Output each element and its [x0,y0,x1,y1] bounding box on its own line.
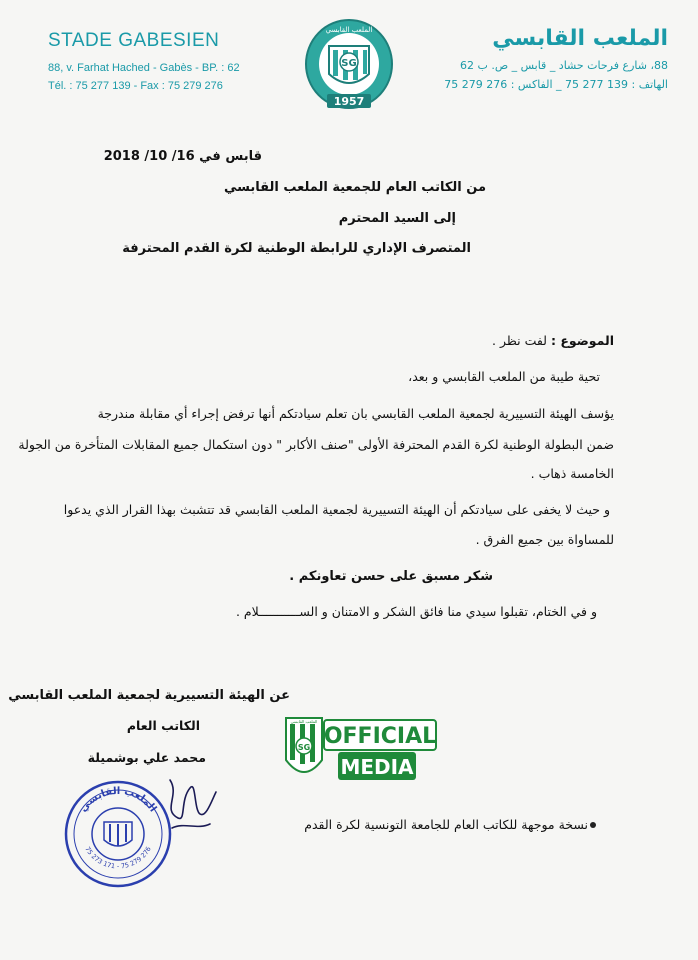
letter-subject [0,333,614,348]
club-phone-ar: الهاتف : 139 277 75 _ الفاكس : 276 279 75 [444,78,668,91]
paragraph-1-line-1: يؤسف الهيئة التسييرية لجمعية الملعب القابسي بان تعلم سيادتكم أنها ترفض إجراء أي مقابلة مندرجة [97,406,614,421]
letter-greeting: تحية طيبة من الملعب القابسي و بعد، [408,369,600,384]
club-name-fr: STADE GABESIEN [48,30,220,51]
letter-sender: من الكاتب العام للجمعية الملعب القابسي [224,180,486,195]
letter-recipient-salutation: إلى السيد المحترم [338,211,456,226]
paragraph-2-line-1: و حيث لا يخفى على سيادتكم أن الهيئة التسييرية لجمعية الملعب القابسي قد تتشبث بهذا القرار الذي يدعوا [63,502,610,517]
club-logo [303,18,395,114]
paragraph-1-line-3: الخامسة ذهاب . [530,466,614,481]
letter-date: قابس في 16/ 10/ 2018 [103,149,262,164]
signature-name: محمد علي بوشميلة [87,750,206,765]
subject-value: لفت نظر . [492,333,547,348]
copy-bullet [590,822,596,828]
letter-thanks: شكر مسبق على حسن تعاونكم . [289,569,493,584]
watermark-line-1: OFFICIAL [323,724,437,749]
club-phone-fr: Tél. : 75 277 139 - Fax : 75 279 276 [48,80,223,92]
watermark-badge-text: الملعب القابسي [290,719,318,724]
official-media-watermark [282,714,442,790]
svg-text:75 273 171 - 75 279 276 [83,845,152,870]
signature-title: الكاتب العام [126,718,200,733]
logo-initials: SG [341,58,357,69]
stamp-phone: 75 273 171 - 75 279 276 [83,845,153,871]
letter-closing: و في الختام، تقبلوا سيدي منا فائق الشكر و الامتنان و الســـــــــــلام . [235,604,597,619]
subject-label: الموضوع : [550,333,614,348]
paragraph-1-line-2: ضمن البطولة الوطنية لكرة القدم المحترفة الأولى "صنف الأكابر " دون استكمال جميع المقابلات المتأخرة من الجولة [18,437,614,452]
club-address-fr: 88, v. Farhat Hached - Gabès - BP. : 62 [48,62,240,74]
signature-organization: عن الهيئة التسييرية لجمعية الملعب القابسي [8,688,290,703]
club-address-ar: 88، شارع فرحات حشاد _ قابس _ ص. ب 62 [459,59,668,72]
copy-to: نسخة موجهة للكاتب العام للجامعة التونسية لكرة القدم [304,817,588,832]
club-name-ar: الملعب القابسي [492,26,668,51]
watermark-line-2: MEDIA [340,755,414,779]
logo-text: الملعب القابسي [325,26,373,34]
logo-year: 1957 [333,95,365,108]
header-french [48,30,288,92]
header-arabic [398,26,668,91]
paragraph-2-line-2: للمساواة بين جميع الفرق . [475,532,614,547]
watermark-initials: SG [297,743,311,752]
stamp-club-name: الملعب القابسي [77,785,159,815]
letter-recipient: المتصرف الإداري للرابطة الوطنية لكرة القدم المحترفة [122,241,471,256]
